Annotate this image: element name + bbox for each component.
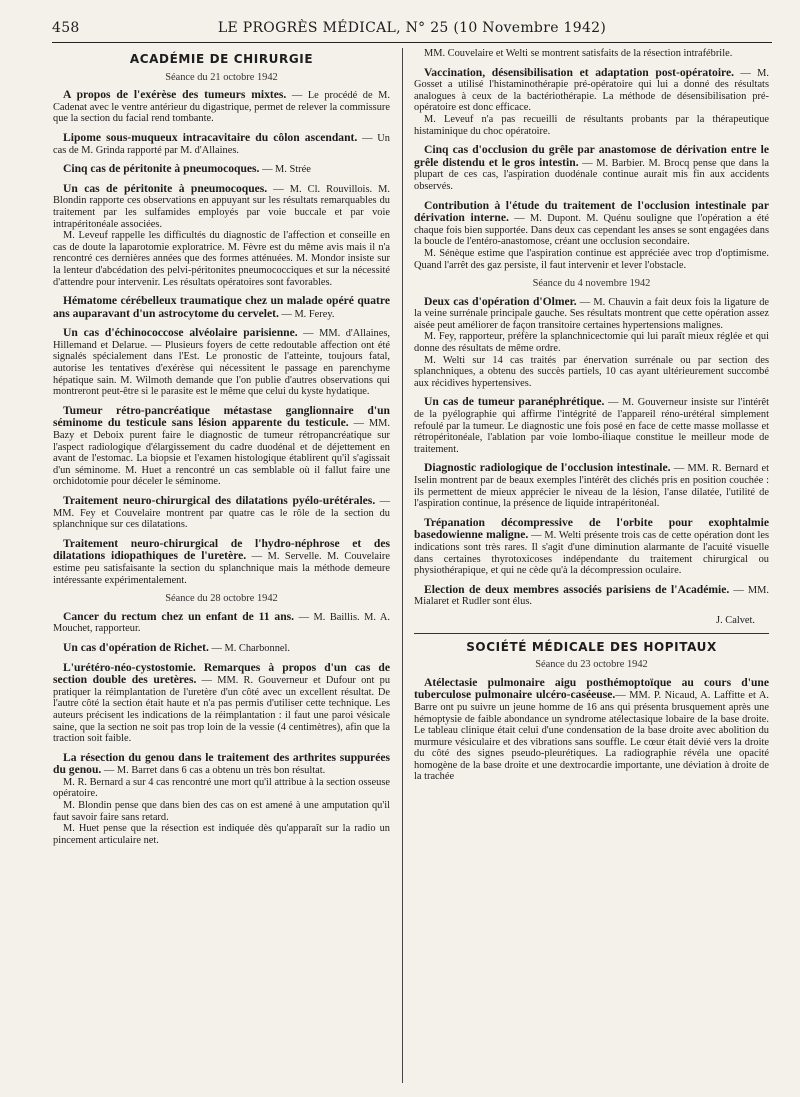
article-list <box>53 89 390 586</box>
article-paragraph <box>414 396 769 455</box>
article-title: Un cas de péritonite à pneumocoques. <box>63 181 268 195</box>
right-column <box>414 48 769 1089</box>
article-item <box>53 495 390 531</box>
article-item <box>414 396 769 455</box>
article-item <box>414 296 769 390</box>
article-body: — M. Barbier. M. Brocq pense que dans la plupart de ces cas, l'aspiration duodénale continue aurait mis fin aux accidents observés. <box>414 157 769 192</box>
article-item <box>53 538 390 586</box>
article-title: Trépanation décompressive de l'orbite pour exophtalmie basedowienne maligne. <box>414 515 769 542</box>
journal-title: LE PROGRÈS MÉDICAL, N° 25 (10 Novembre 1942) <box>217 20 607 36</box>
seance-date: Séance du 23 octobre 1942 <box>535 659 648 671</box>
article-paragraph: M. Welti sur 14 cas traités par énervation surrénale ou par section des splanchniques, a obtenu des succès partiels, 10 cas ayant ultérieurement succombé aux récidives hypertensives. <box>414 354 769 389</box>
article-item <box>53 642 390 655</box>
article-item <box>53 405 390 488</box>
article-paragraph <box>53 132 390 156</box>
article-body: — M. Servelle. M. Couvelaire estime peu satisfaisante la section du splanchnique mais la méthode demeure intéressante expérimentalement. <box>53 551 390 586</box>
article-body: — M. Baillis. M. A. Mouchet, rapporteur. <box>53 611 390 635</box>
article-paragraph <box>53 405 390 488</box>
article-title: Hématome cérébelleux traumatique chez un malade opéré quatre ans auparavant d'un astrocytome du cervelet. <box>53 294 390 320</box>
section-title-hopitaux: SOCIÉTÉ MÉDICALE DES HOPITAUX <box>466 639 717 654</box>
article-body: MM. Couvelaire et Welti se montrent satisfaits de la résection intrafébrile. <box>424 48 733 59</box>
article-item <box>53 295 390 320</box>
article-paragraph: M. Fey, rapporteur, préfère la splanchnicectomie qui lui paraît mieux réglée et qui donne des résultats de même ordre. <box>414 331 769 355</box>
article-paragraph: M. Huet pense que la résection est indiquée dès qu'apparaît sur la radio un pincement articulaire net. <box>53 823 390 846</box>
article-body: — MM. Mialaret et Rudler sont élus. <box>414 584 769 608</box>
signature: J. Calvet. <box>716 614 755 626</box>
article-body: — Un cas de M. Grinda rapporté par M. d'Allaines. <box>53 132 390 156</box>
article-item <box>53 163 390 176</box>
article-paragraph <box>414 517 769 577</box>
article-title: Traitement neuro-chirurgical des dilatations pyélo-urétérales. <box>63 494 376 507</box>
article-paragraph <box>53 752 390 777</box>
article-title: Deux cas d'opération d'Olmer. <box>424 294 577 308</box>
article-title: Cinq cas d'occlusion du grêle par anastomose de dérivation entre le grêle distendu et le gros intestin. <box>414 143 769 169</box>
article-paragraph: M. Sénèque estime que l'aspiration continue est appréciée avec trop d'optimisme. Quand l'arrêt des gaz persiste, il faut intervenir et lever l'obstacle. <box>414 247 769 271</box>
page-header <box>52 18 772 43</box>
article-body: — MM. Bazy et Deboix purent faire le diagnostic de tumeur rétropancréatique sur l'aspect radiologique d'élargissement du cadre duodénal et de déjettement en avant de l'estomac. La biopsie et l'examen histologique établirent qu'il s'agissait d'un séminome. M. Huet a rencontré un cas semblable où il fallut faire une orchidotomie pour déceler le séminome. <box>53 418 391 488</box>
article-body: — M. Welti présente trois cas de cette opération dont les indications sont très rares. Il s'agit d'une diminution alarmante de l'acuité visuelle dans certaines thyrotoxicoses indépendante du traitement chirurgical ou physiothérapique, et qui ne cède qu'à la décompression oculaire. <box>414 530 770 577</box>
article-paragraph <box>414 144 769 192</box>
left-column <box>53 48 390 1089</box>
article-item <box>414 200 769 272</box>
article-body: — MM. Fey et Couvelaire montrent par quatre cas le rôle de la section du splanchnique sur ces dilatations. <box>53 496 390 531</box>
article-paragraph <box>53 538 390 586</box>
article-body: — M. Ferey. <box>278 308 335 320</box>
article-paragraph: M. Leveuf n'a pas recueilli de résultants probants par la thérapeutique histaminique du choc opératoire. <box>414 113 769 137</box>
article-title: Cinq cas de péritonite à pneumocoques. <box>63 162 260 176</box>
article-item <box>53 611 390 635</box>
article-item <box>414 517 769 577</box>
article-paragraph <box>53 163 390 176</box>
article-body: — M. Gosset a utilisé l'histaminothérapie pré-opératoire qui lui a donné des résultats analogues à ceux de la bactériothérapie. La méthode de désensibilisation pré-opératoire est donc efficace. <box>414 67 769 114</box>
article-body: — M. Chauvin a fait deux fois la ligature de la veine surrénale principale gauche. Ses résultats montrent que cette opération assez aisée peut améliorer de façon transitoire certaines hypertensions malignes. <box>414 296 769 331</box>
article-title: Vaccination, désensibilisation et adaptation post-opératoire. <box>424 65 735 79</box>
article-item <box>53 89 390 125</box>
article-title: A propos de l'exérèse des tumeurs mixtes. <box>63 88 287 102</box>
article-title: Traitement neuro-chirurgical de l'hydro-néphrose et des dilatations idiopathiques de l'uretère. <box>53 536 390 563</box>
article-body: — MM. P. Nicaud, A. Laffitte et A. Barre ont pu suivre un jeune homme de 16 ans qui présenta brusquement après une hémoptysie de faible abondance un syndrome atélectasique lobaire de la base droite. Le tableau clinique était celui d'une condensation de la base droite avec abolition du murmure vésiculaire et des vibrations sans souffle. Le cœur était dévié vers la droite du côté des signes pseudo-pleurétiques. La radiographie révéla une opacité homogène de la base droite et une dextrocardie importante, une déviation à droite de la trachée <box>414 690 769 783</box>
article-body: — MM. R. Bernard et Iselin montrent par de beaux exemples l'intérêt des clichés pris en position couchée : ils permettent de mieux apprécier le niveau de la lésion, l'anse dilatée, l'utilité de l'aspiration continue, la présence de liquide intrapéritonéal. <box>414 463 769 510</box>
article-body: — M. Cl. Rouvillois. M. Blondin rapporte ces observations en appuyant sur les résultats remarquables du traitement par les sulfamides employés par voie buccale et par voie intrapéritonéale associées. <box>53 183 391 230</box>
article-paragraph: M. Leveuf rappelle les difficultés du diagnostic de l'affection et conseille en cas de doute la laparotomie exploratrice. M. Fèvre est du même avis mais il n'a rencontré ces dernières années que des formes atténuées. M. Mondor insiste sur la lenteur d'abcédation des pelvi-péritonites pneumococciques et sur la nécessité d'attendre pour intervenir. Les résultats opératoires sont favorables. <box>53 230 390 288</box>
article-item <box>414 48 769 60</box>
article-item <box>414 67 769 138</box>
article-item <box>414 144 769 192</box>
article-item <box>53 752 390 847</box>
article-paragraph <box>53 662 390 745</box>
article-item <box>414 462 769 509</box>
seance-date: Séance du 21 octobre 1942 <box>165 71 278 83</box>
article-title: Atélectasie pulmonaire aigu posthémoptoïque au cours d'une tuberculose pulmonaire ulcéro-caséeuse. <box>414 675 769 702</box>
article-paragraph <box>414 296 769 332</box>
article-title: Tumeur rétro-pancréatique métastase ganglionnaire d'un séminome du testicule sans lésion apparente du testicule. <box>53 403 390 430</box>
article-title: Cancer du rectum chez un enfant de 11 ans. <box>63 609 295 623</box>
article-paragraph <box>53 495 390 531</box>
divider <box>414 633 769 634</box>
article-title: Election de deux membres associés parisiens de l'Académie. <box>424 582 730 596</box>
article-paragraph <box>53 183 390 230</box>
article-body: — M. Gouverneur insiste sur l'intérêt de la pyélographie qui affirme l'intégrité de l'appareil réno-urétéral simplement refoulé par la tumeur. Le diagnostic une fois posé en face de cette masse mollasse et rétropéritonéale, l'ablation par voie lombo-iliaque constitue le meilleur mode de traitement. <box>414 397 769 455</box>
article-title: Un cas d'opération de Richet. <box>63 640 209 654</box>
article-list <box>414 67 769 272</box>
column-divider <box>402 48 403 1083</box>
article-item <box>53 132 390 156</box>
article-title: La résection du genou dans le traitement des arthrites suppurées du genou. <box>53 750 390 777</box>
article-list <box>53 611 390 847</box>
article-item <box>53 662 390 745</box>
article-title: Un cas d'échinococcose alvéolaire parisienne. <box>63 326 298 340</box>
article-paragraph <box>53 327 390 398</box>
article-item <box>414 677 769 783</box>
article-paragraph <box>53 611 390 635</box>
article-paragraph <box>414 677 769 783</box>
article-body: — MM. d'Allaines, Hillemand et Delarue. — Plusieurs foyers de cette redoutable affection ont été signalés spécialement dans l'Est. Le pronostic de l'atteinte, toujours fatal, autorise les tentatives d'exérèse qui nécessitent le passage en parenchyme hépatique sain. M. Wilmoth demande que l'on publie d'autres observations qui montreront peut-être si le parasite est le même que celui du kyste hydatique. <box>53 328 390 398</box>
article-body: — M. Dupont. M. Quénu souligne que l'opération a été chaque fois bien supportée. Dans deux cas cependant les anses se sont engagées dans la boucle de l'entéro-anastomose, créant une occlusion secondaire. <box>414 213 770 248</box>
article-item <box>53 183 390 288</box>
section-title-academie: ACADÉMIE DE CHIRURGIE <box>129 52 314 66</box>
article-paragraph <box>53 642 390 655</box>
article-paragraph: M. Blondin pense que dans bien des cas on est amené à une amputation qu'il faut savoir faire sans retard. <box>53 800 390 823</box>
article-body: — M. Strée <box>259 164 311 176</box>
article-title: L'urétéro-néo-cystostomie. Remarques à propos d'un cas de section double des uretères. <box>53 660 390 687</box>
article-paragraph <box>53 295 390 320</box>
article-item <box>53 327 390 398</box>
article-title: Diagnostic radiologique de l'occlusion intestinale. <box>424 461 671 475</box>
article-paragraph: M. R. Bernard a sur 4 cas rencontré une mort qu'il attribue à la section osseuse opératoire. <box>53 776 390 800</box>
article-title: Un cas de tumeur paranéphrétique. <box>424 395 605 409</box>
article-paragraph <box>53 89 390 125</box>
seance-date: Séance du 28 octobre 1942 <box>165 593 278 605</box>
article-body: — M. Charbonnel. <box>208 642 290 654</box>
seance-date: Séance du 4 novembre 1942 <box>532 278 651 290</box>
article-body: — Le procédé de M. Cadenat avec le ventre antérieur du digastrique, permet de relever la commissure que la section du facial rend tombante. <box>53 90 390 125</box>
page-number: 458 <box>52 20 80 36</box>
article-list <box>414 677 769 783</box>
article-item <box>414 584 769 608</box>
article-title: Contribution à l'étude du traitement de l'occlusion intestinale par dérivation interne. <box>414 198 769 225</box>
article-paragraph <box>414 584 769 608</box>
article-body: — M. Barret dans 6 cas a obtenu un très bon résultat. <box>101 765 326 777</box>
article-paragraph <box>414 67 769 114</box>
article-paragraph <box>414 462 769 509</box>
article-paragraph <box>414 200 769 248</box>
article-list <box>414 296 769 608</box>
article-body: — MM. R. Gouverneur et Dufour ont pu pratiquer la réimplantation de l'uretère d'un côté avec un excellent résultat. De l'autre côté la section était haute et n'a pas permis d'utiliser cette technique. Les auteurs précisent les indications de la réimplantation : il faut une paroi vésicale saine, que la section ne soit pas trop loin de la vessie (4 centimètres), afin que la traction soit faible. <box>53 675 391 745</box>
article-title: Lipome sous-muqueux intracavitaire du côlon ascendant. <box>63 130 358 144</box>
